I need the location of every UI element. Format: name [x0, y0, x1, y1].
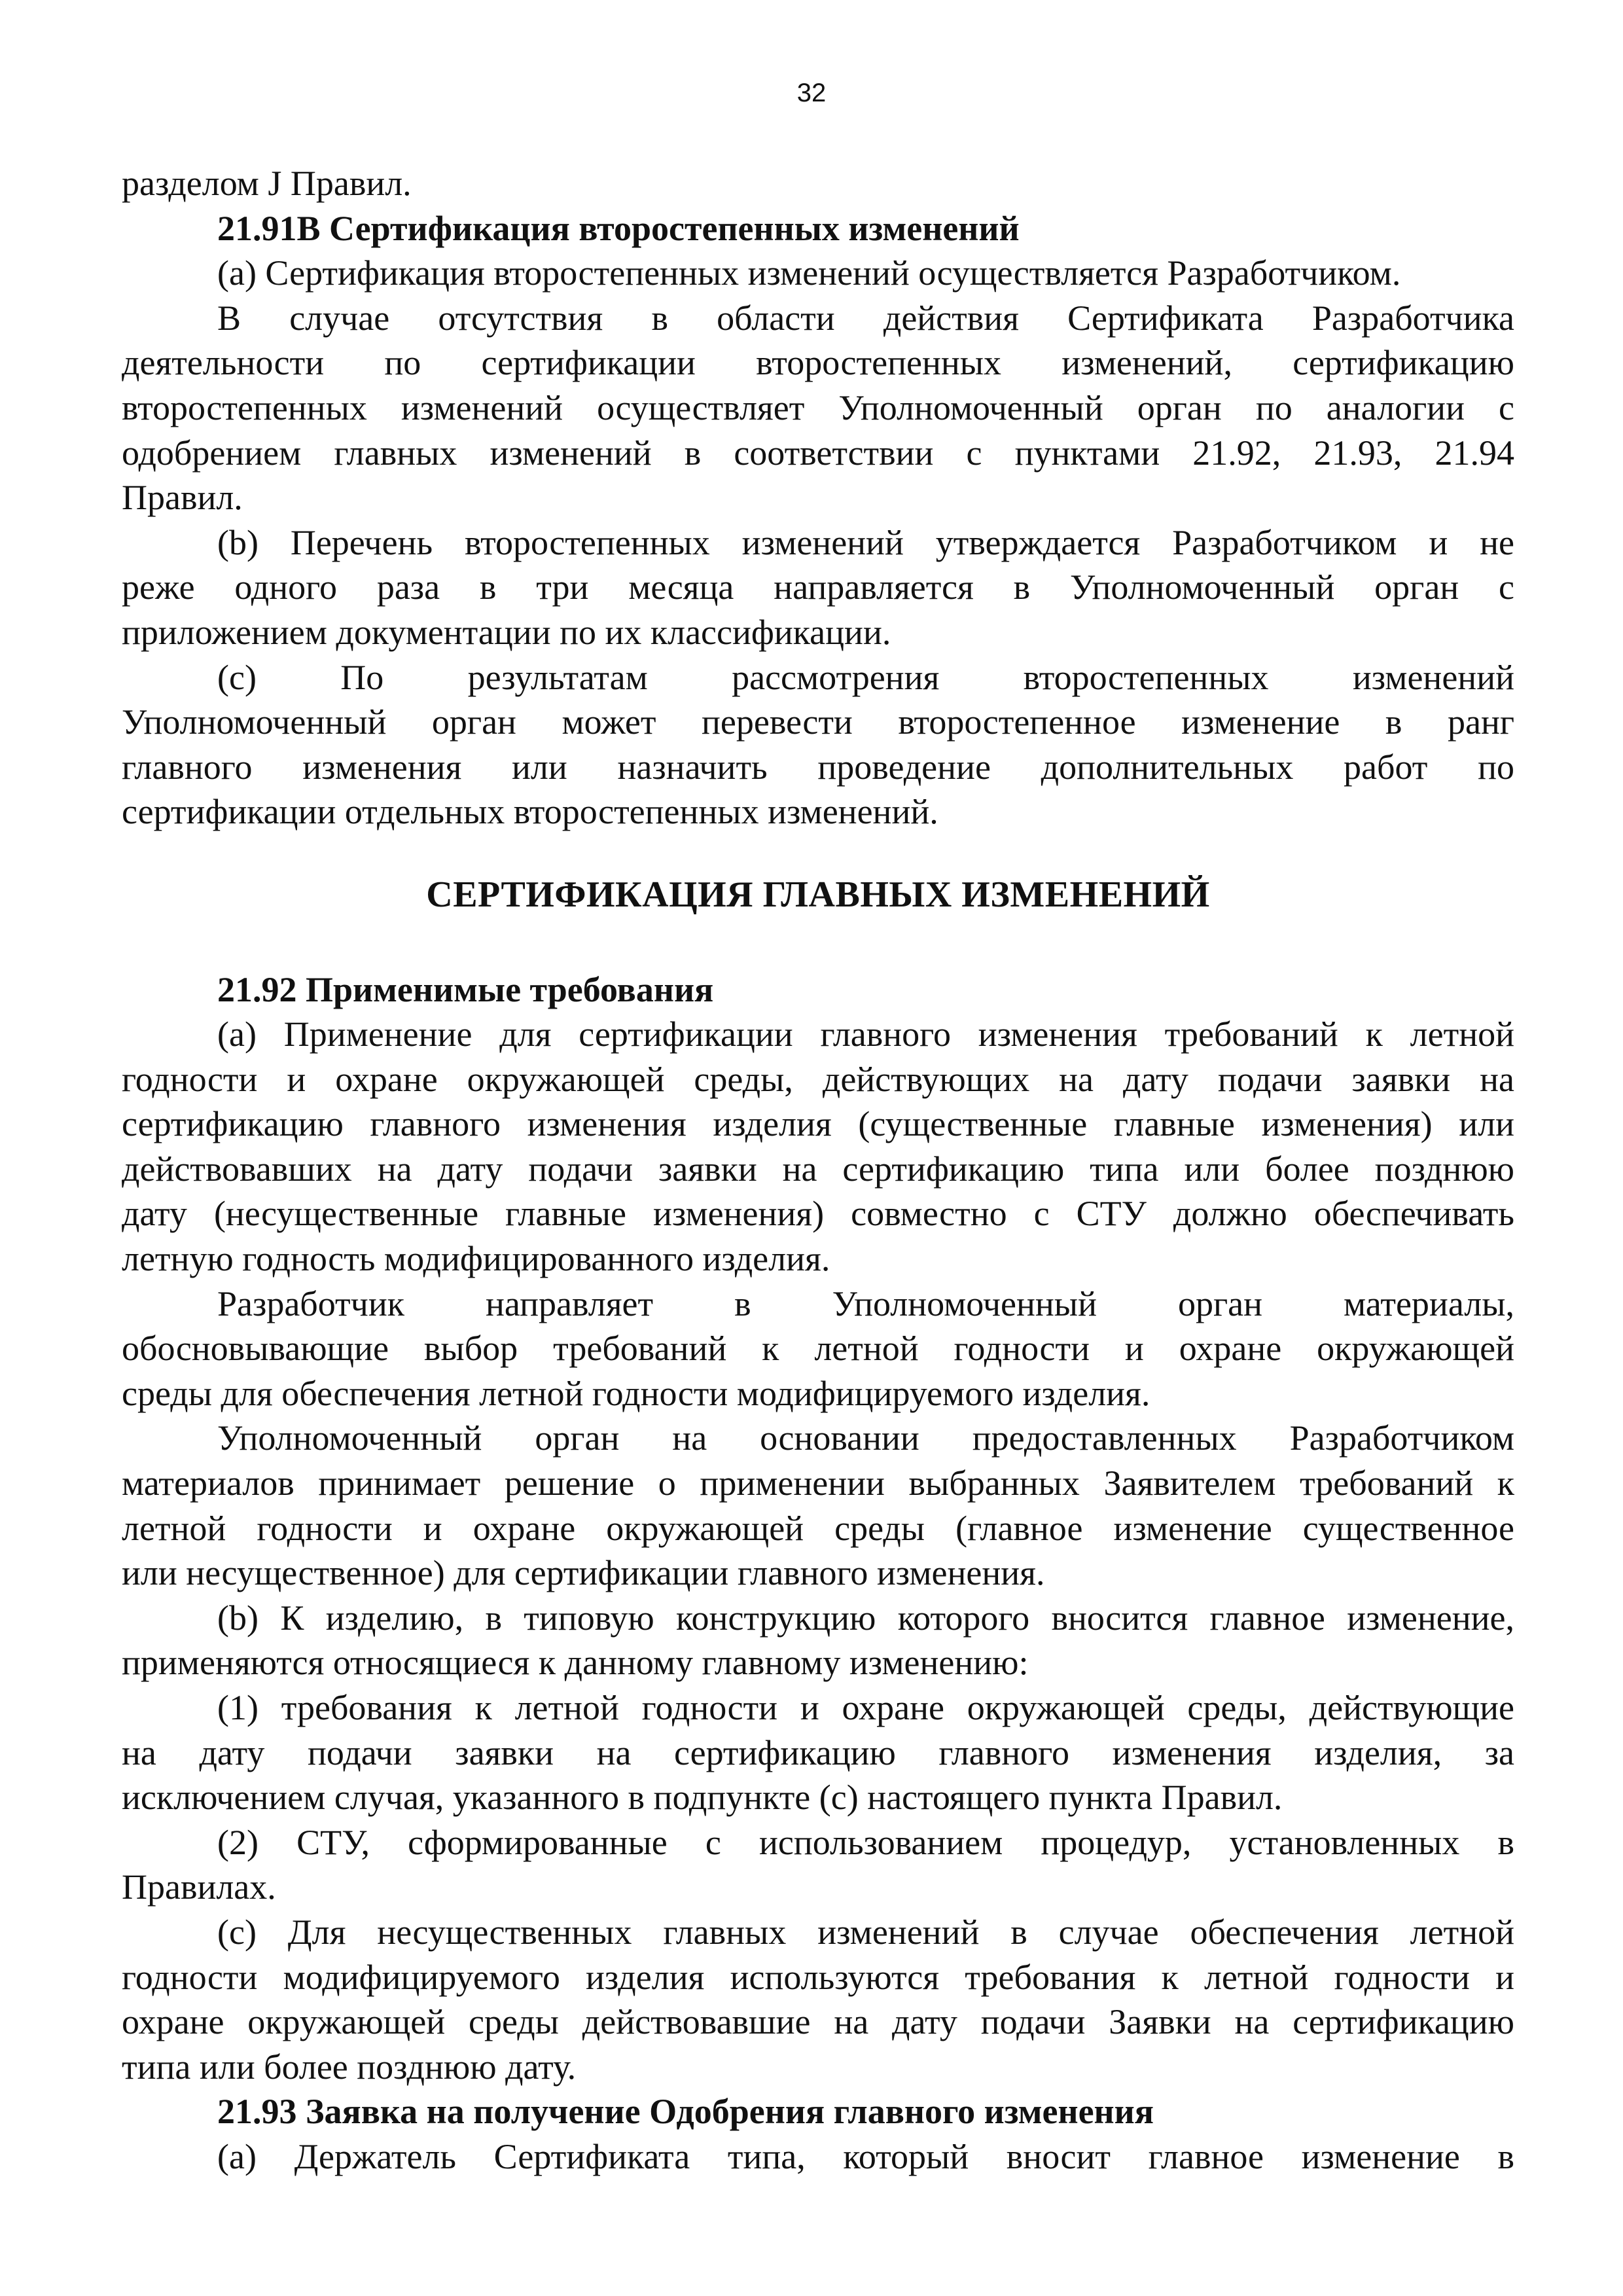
text-line: (2) СТУ, сформированные с использованием процедур, установленных в	[217, 1822, 1514, 1862]
text-line: летную годность модифицированного изделия.	[122, 1239, 830, 1279]
text-line: или несущественное) для сертификации главного изменения.	[122, 1553, 1045, 1593]
paragraph-21-92-a-3	[122, 1416, 1514, 1595]
text-line: на дату подачи заявки на сертификацию главного изменения изделия, за	[122, 1732, 1514, 1772]
paragraph-21-91b-a	[122, 251, 1514, 520]
heading-21-91b: 21.91B Сертификация второстепенных изменений	[217, 208, 1020, 248]
text-line: Уполномоченный орган может перевести второстепенное изменение в ранг	[122, 702, 1514, 742]
text-line: охране окружающей среды действовавшие на дату подачи Заявки на сертификацию	[122, 2002, 1514, 2042]
document-body	[122, 161, 1514, 2179]
paragraph-21-93-a	[122, 2134, 1514, 2179]
text-line: (b) К изделию, в типовую конструкцию которого вносится главное изменение,	[217, 1598, 1514, 1638]
text-line: сертификации отдельных второстепенных изменений.	[122, 792, 938, 832]
paragraph-21-92-c	[122, 1910, 1514, 2089]
paragraph-21-92-b-2	[122, 1820, 1514, 1910]
text-line: (1) требования к летной годности и охране окружающей среды, действующие	[217, 1688, 1514, 1727]
text-line: деятельности по сертификации второстепенных изменений, сертификацию	[122, 343, 1514, 383]
text-line: (a) Держатель Сертификата типа, который вносит главное изменение в	[217, 2136, 1514, 2176]
text-line: разделом J Правил.	[122, 164, 412, 203]
text-line: годности модифицируемого изделия используются требования к летной годности и	[122, 1957, 1514, 1997]
text-line: типа или более позднюю дату.	[122, 2047, 577, 2087]
text-line: (b) Перечень второстепенных изменений утверждается Разработчиком и не	[217, 522, 1514, 562]
text-line: действовавших на дату подачи заявки на сертификацию типа или более позднюю	[122, 1149, 1514, 1189]
section-title: СЕРТИФИКАЦИЯ ГЛАВНЫХ ИЗМЕНЕНИЙ	[426, 874, 1210, 915]
text-line: летной годности и охране окружающей среды (главное изменение существенное	[122, 1508, 1514, 1548]
text-line: реже одного раза в три месяца направляется в Уполномоченный орган с	[122, 567, 1514, 607]
paragraph-21-92-a	[122, 1012, 1514, 1282]
text-line: (a) Сертификация второстепенных изменений осуществляется Разработчиком.	[217, 253, 1401, 293]
text-line: дату (несущественные главные изменения) совместно с СТУ должно обеспечивать	[122, 1194, 1514, 1234]
paragraph-21-91b-c	[122, 655, 1514, 834]
text-line: сертификацию главного изменения изделия (существенные главные изменения) или	[122, 1104, 1514, 1144]
text-line: Правилах.	[122, 1867, 276, 1907]
paragraph-21-92-b	[122, 1596, 1514, 1685]
text-line: (a) Применение для сертификации главного изменения требований к летной	[217, 1014, 1514, 1054]
text-line: В случае отсутствия в области действия Сертификата Разработчика	[217, 298, 1514, 338]
text-line: (c) Для несущественных главных изменений в случае обеспечения летной	[217, 1912, 1514, 1952]
page-number: 32	[796, 79, 827, 107]
text-line: Правил.	[122, 478, 243, 518]
text-line: Уполномоченный орган на основании предоставленных Разработчиком	[217, 1418, 1514, 1458]
text-line: исключением случая, указанного в подпункте (c) настоящего пункта Правил.	[122, 1778, 1283, 1818]
text-line: одобрением главных изменений в соответствии с пунктами 21.92, 21.93, 21.94	[122, 433, 1514, 473]
heading-21-92: 21.92 Применимые требования	[217, 969, 714, 1009]
text-line: второстепенных изменений осуществляет Уполномоченный орган по аналогии с	[122, 387, 1514, 427]
paragraph-21-92-b-1	[122, 1685, 1514, 1820]
text-line: годности и охране окружающей среды, действующих на дату подачи заявки на	[122, 1059, 1514, 1099]
text-line: применяются относящиеся к данному главному изменению:	[122, 1643, 1029, 1683]
heading-21-93: 21.93 Заявка на получение Одобрения главного изменения	[217, 2092, 1154, 2132]
text-line: Разработчик направляет в Уполномоченный орган материалы,	[217, 1283, 1514, 1323]
text-line: обосновывающие выбор требований к летной годности и охране окружающей	[122, 1329, 1514, 1369]
text-line: (c) По результатам рассмотрения второстепенных изменений	[217, 657, 1514, 697]
paragraph-21-92-a-2	[122, 1282, 1514, 1416]
text-line: материалов принимает решение о применении выбранных Заявителем требований к	[122, 1463, 1514, 1503]
text-line: приложением документации по их классификации.	[122, 612, 891, 652]
text-line: главного изменения или назначить проведение дополнительных работ по	[122, 747, 1514, 787]
text-line: среды для обеспечения летной годности модифицируемого изделия.	[122, 1373, 1150, 1413]
paragraph-21-91b-b	[122, 520, 1514, 655]
